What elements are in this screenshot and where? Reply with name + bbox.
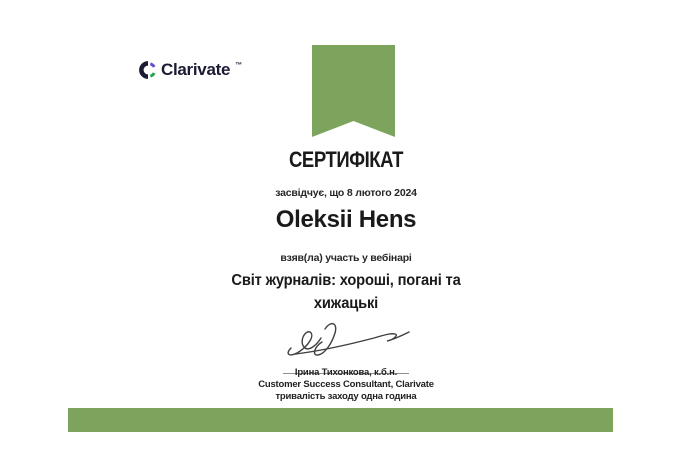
bottom-accent-bar <box>68 408 613 432</box>
trademark-symbol: ™ <box>235 61 243 69</box>
webinar-title <box>28 269 665 315</box>
webinar-title-line1: Світ журналів: хороші, погані та <box>231 272 461 289</box>
clarivate-logo-text: Clarivate <box>161 60 231 79</box>
certificate-title: СЕРТИФІКАТ <box>288 147 404 172</box>
participation-line: взяв(ла) участь у вебінарі <box>280 252 412 264</box>
recipient-name: Oleksii Hens <box>275 206 417 233</box>
event-duration: тривалість заходу одна година <box>275 391 417 402</box>
signer-name: Ірина Тихонкова, к.б.н. <box>294 367 398 378</box>
signer-role: Customer Success Consultant, Clarivate <box>258 379 434 390</box>
signature <box>0 318 680 360</box>
certificate-statement: засвідчує, що 8 лютого 2024 <box>275 187 417 199</box>
webinar-title-line2: хижацькі <box>313 295 379 312</box>
